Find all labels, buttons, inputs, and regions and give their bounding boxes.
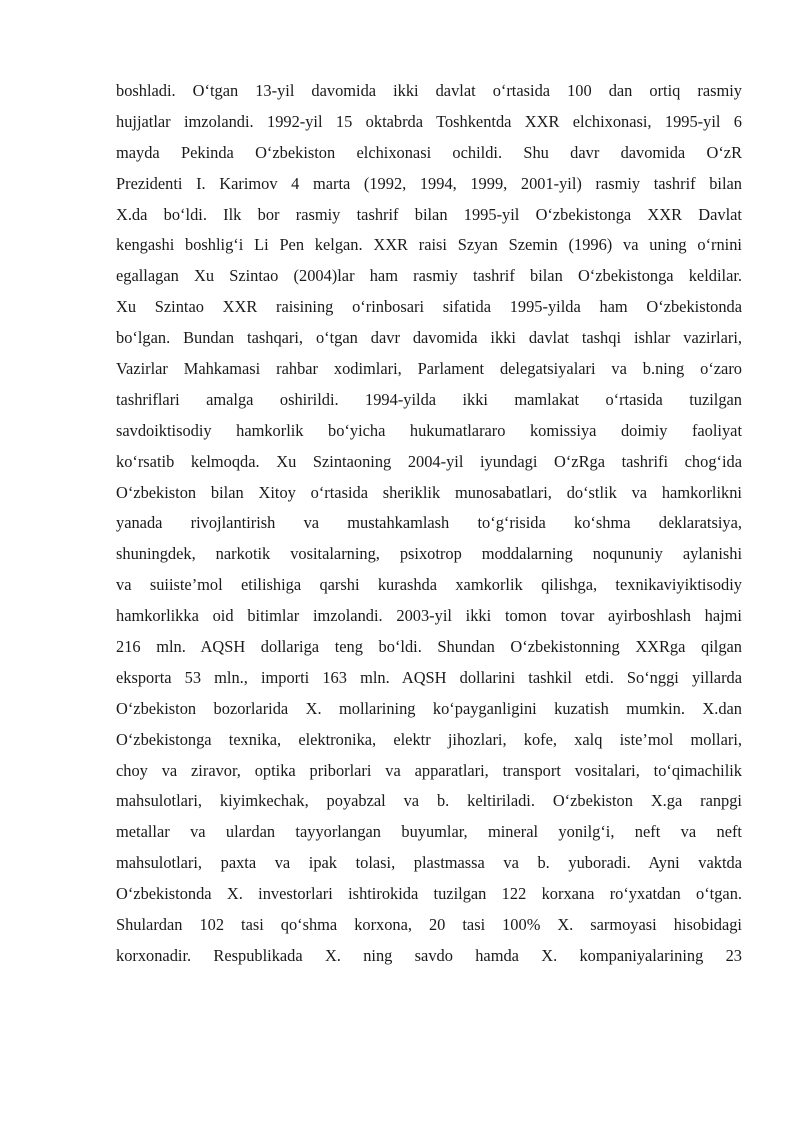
text-line: hamkorlikka oid bitimlar imzolandi. 2003-yil ikki tomon tovar ayirboshlash hajmi <box>116 606 742 626</box>
text-line: shuningdek, narkotik vositalarning, psixotrop moddalarning noqununiy aylanishi <box>116 544 742 564</box>
text-line: Prezidenti I. Karimov 4 marta (1992, 1994, 1999, 2001-yil) rasmiy tashrif bilan <box>116 173 742 193</box>
text-line: hujjatlar imzolandi. 1992-yil 15 oktabrda Toshkentda XXR elchixonasi, 1995-yil 6 <box>116 111 742 131</box>
text-line: egallagan Xu Szintao (2004)lar ham rasmiy tashrif bilan O‘zbekistonga keldilar. <box>116 266 742 286</box>
text-line: mayda Pekinda O‘zbekiston elchixonasi ochildi. Shu davr davomida O‘zR <box>116 142 742 162</box>
text-line: savdoiktisodiy hamkorlik bo‘yicha hukumatlararo komissiya doimiy faoliyat <box>116 420 742 440</box>
text-line: eksporta 53 mln., importi 163 mln. AQSH dollarini tashkil etdi. So‘nggi yillarda <box>116 667 742 687</box>
text-line: bo‘lgan. Bundan tashqari, o‘tgan davr davomida ikki davlat tashqi ishlar vazirlari, <box>116 328 742 348</box>
text-line: metallar va ulardan tayyorlangan buyumlar, mineral yonilg‘i, neft va neft <box>116 822 742 842</box>
text-line: boshladi. O‘tgan 13-yil davomida ikki davlat o‘rtasida 100 dan ortiq rasmiy <box>116 81 742 100</box>
text-line: va suiiste’mol etilishiga qarshi kurashda xamkorlik qilishga, texnikaviyiktisodiy <box>116 575 742 595</box>
text-line: O‘zbekiston bozorlarida X. mollarining ko‘payganligini kuzatish mumkin. X.dan <box>116 698 742 718</box>
text-line: O‘zbekiston bilan Xitoy o‘rtasida sheriklik munosabatlari, do‘stlik va hamkorlikni <box>116 482 742 502</box>
text-line: Xu Szintao XXR raisining o‘rinbosari sifatida 1995-yilda ham O‘zbekistonda <box>116 297 742 317</box>
text-line: Shulardan 102 tasi qo‘shma korxona, 20 tasi 100% X. sarmoyasi hisobidagi <box>116 915 742 935</box>
text-line: mahsulotlari, kiyimkechak, poyabzal va b. keltiriladi. O‘zbekiston X.ga ranpgi <box>116 791 742 811</box>
text-line: choy va ziravor, optika priborlari va apparatlari, transport vositalari, to‘qimachilik <box>116 760 742 780</box>
text-line: 216 mln. AQSH dollariga teng bo‘ldi. Shundan O‘zbekistonning XXRga qilgan <box>116 637 742 657</box>
body-text <box>116 76 742 972</box>
text-line: tashriflari amalga oshirildi. 1994-yilda ikki mamlakat o‘rtasida tuzilgan <box>116 389 742 409</box>
text-line: X.da bo‘ldi. Ilk bor rasmiy tashrif bilan 1995-yil O‘zbekistonga XXR Davlat <box>116 204 742 224</box>
text-line: mahsulotlari, paxta va ipak tolasi, plastmassa va b. yuboradi. Ayni vaktda <box>116 853 742 873</box>
text-line: kengashi boshlig‘i Li Pen kelgan. XXR raisi Szyan Szemin (1996) va uning o‘rnini <box>116 235 742 255</box>
text-line: O‘zbekistonga texnika, elektronika, elektr jihozlari, kofe, xalq iste’mol mollari, <box>116 729 742 749</box>
text-line: yanada rivojlantirish va mustahkamlash to‘g‘risida ko‘shma deklaratsiya, <box>116 513 742 533</box>
text-line: O‘zbekistonda X. investorlari ishtirokida tuzilgan 122 korxana ro‘yxatdan o‘tgan. <box>116 884 742 904</box>
text-line: Vazirlar Mahkamasi rahbar xodimlari, Parlament delegatsiyalari va b.ning o‘zaro <box>116 359 742 379</box>
text-line: ko‘rsatib kelmoqda. Xu Szintaoning 2004-yil iyundagi O‘zRga tashrifi chog‘ida <box>116 451 742 471</box>
text-line: korxonadir. Respublikada X. ning savdo hamda X. kompaniyalarining 23 <box>116 945 742 965</box>
